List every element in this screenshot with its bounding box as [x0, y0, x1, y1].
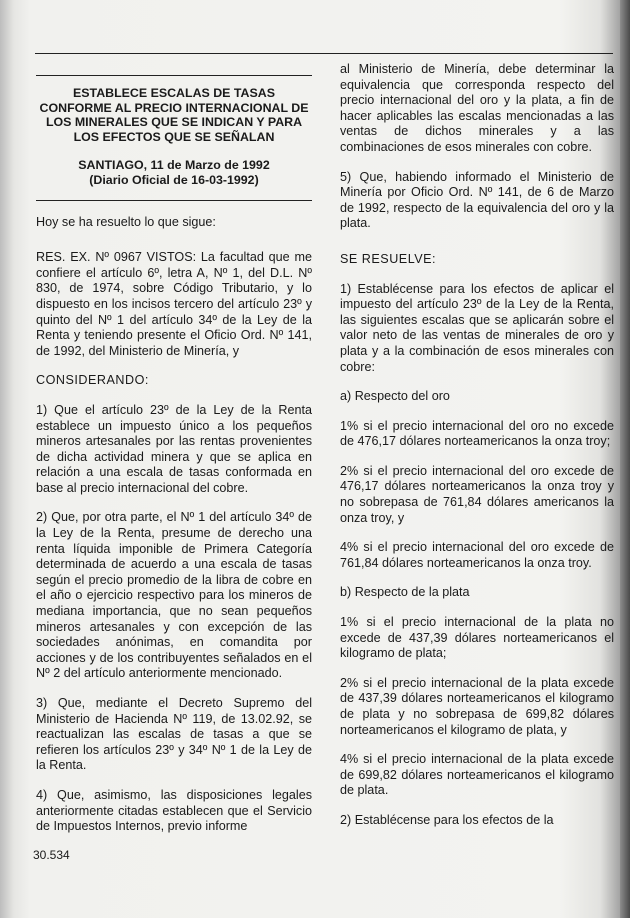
gold-rate-1: 1% si el precio internacional del oro no excede de 476,17 dólares norteamericanos la onza troy; — [340, 418, 614, 449]
resuelve-1: 1) Establécense para los efectos de aplicar el impuesto del artículo 23º de la Ley de la Renta, las siguientes escalas que se aplicarán sobre el valor neto de las ventas de minerales de oro y plata y a la combinación de esos minerales con cobre: — [340, 281, 614, 374]
silver-rate-1: 1% si el precio internacional de la plata no excede de 437,39 dólares norteamericanos el kilogramo de plata; — [340, 615, 614, 661]
se-resuelve-heading: SE RESUELVE: — [340, 251, 437, 266]
left-column — [36, 62, 312, 835]
right-column — [340, 62, 614, 829]
silver-rate-2: 2% si el precio internacional de la plata excede de 437,39 dólares norteamericanos el kilogramo de plata y no sobrepasa de 699,82 dólares norteamericanos el kilogramo de plata, y — [340, 675, 614, 737]
considerando-5: 5) Que, habiendo informado el Ministerio de Minería por Oficio Ord. Nº 141, de 6 de Marzo de 1992, respecto de la equivalencia del oro y la plata. — [340, 169, 614, 231]
considerando-3: 3) Que, mediante el Decreto Supremo del Ministerio de Hacienda Nº 119, de 13.02.92, se reactualizan las escalas de tasas a que se refieren los artículos 23º y 34º Nº 1 de la Ley de la Renta. — [36, 696, 312, 773]
page-number: 30.534 — [33, 848, 70, 862]
intro-line: Hoy se ha resuelto lo que sigue: — [36, 214, 216, 229]
considerando-1: 1) Que el artículo 23º de la Ley de la Renta establece un impuesto único a los pequeños mineros artesanales por las rentas provenientes de dicha actividad minera y que se aplica en relación a una escala de tasas conformada en base al precio internacional del cobre. — [36, 402, 312, 495]
vistos-paragraph: RES. EX. Nº 0967 VISTOS: La facultad que me confiere el artículo 6º, letra A, Nº 1, del D.L. Nº 830, de 1974, sobre Código Tributario, y lo dispuesto en los incisos tercero del artículo 23º y quinto del Nº 1 del artículo 34º de la Ley de la Renta y teniendo presente el Oficio Ord. Nº 141, de 1992, del Ministerio de Minería, y — [36, 250, 312, 358]
silver-rate-4: 4% si el precio internacional de la plata excede de 699,82 dólares norteamericanos el kilogramo de plata. — [340, 752, 614, 798]
resolution-title: ESTABLECE ESCALAS DE TASAS CONFORME AL PRECIO INTERNACIONAL DE LOS MINERALES QUE SE INDICAN Y PARA LOS EFECTOS QUE SE SEÑALAN — [39, 86, 309, 144]
considerando-2: 2) Que, por otra parte, el Nº 1 del artículo 34º de la Ley de la Renta, presume de derecho una renta líquida imponible de Primera Categoría determinada de acuerdo a una escala de tasas según el precio promedio de la libra de cobre en el año o ejercicio respectivo para los mineros de mediana importancia, que no sean pequeños mineros artesanales y con excepción de las sociedades anónimas, en comandita por acciones y de los contribuyentes señalados en el Nº 2 del artículo anteriormente mencionado. — [36, 510, 312, 681]
gold-subheading: a) Respecto del oro — [340, 389, 450, 404]
resolution-header — [36, 75, 312, 201]
considerando-4: 4) Que, asimismo, las disposiciones legales anteriormente citadas establecen que el Servicio de Impuestos Internos, previo informe — [36, 787, 312, 834]
place-date: SANTIAGO, 11 de Marzo de 1992 — [78, 158, 270, 173]
gold-rate-2: 2% si el precio internacional del oro excede de 476,17 dólares norteamericanos la onza troy y no sobrepasa de 761,84 dólares americanos la onza troy, y — [340, 463, 614, 525]
gazette-reference: (Diario Oficial de 16-03-1992) — [89, 172, 259, 187]
gold-rate-4: 4% si el precio internacional del oro excede de 761,84 dólares norteamericanos la onza troy. — [340, 540, 614, 570]
considerando-heading: CONSIDERANDO: — [36, 373, 149, 388]
silver-subheading: b) Respecto de la plata — [340, 585, 470, 600]
top-rule — [35, 53, 613, 54]
considerando-4-continued: al Ministerio de Minería, debe determinar la equivalencia que corresponda respecto del precio internacional del oro y la plata, a fin de hacer aplicables las escalas mencionadas a las ventas de dichos minerales y a las combinaciones de esos minerales con cobre. — [340, 62, 614, 154]
resuelve-2: 2) Establécense para los efectos de la — [340, 812, 554, 827]
book-binding-edge — [620, 0, 630, 918]
